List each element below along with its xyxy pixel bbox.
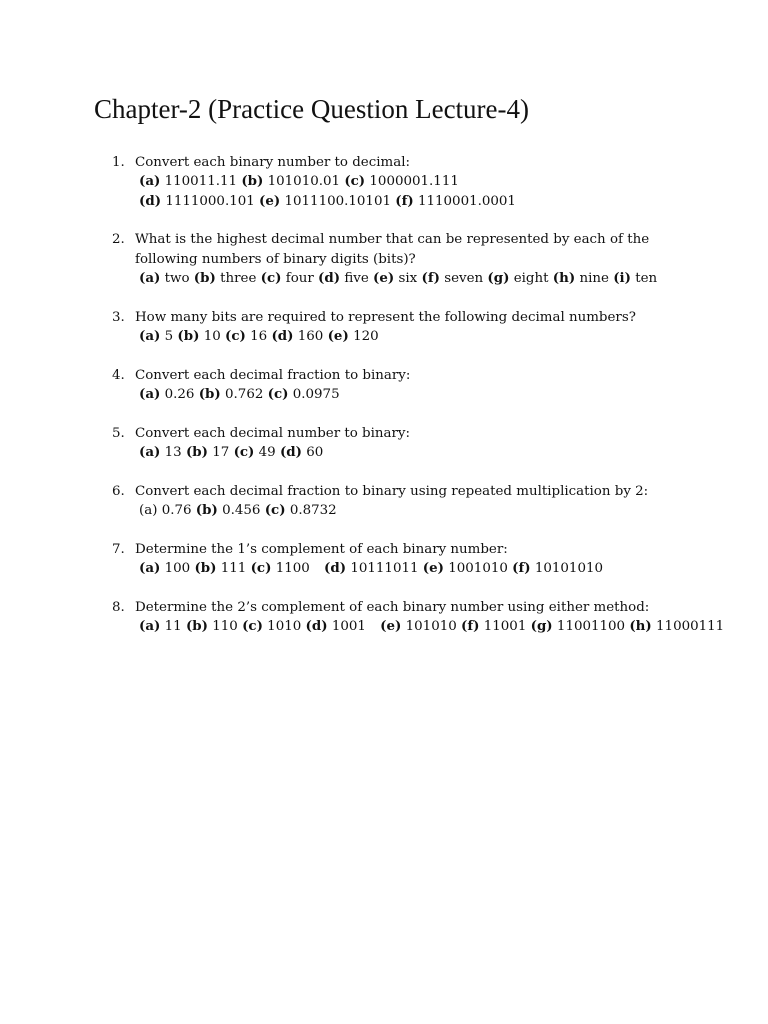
option-value: 1011100.10101 (284, 193, 391, 209)
option-label: (a) (139, 503, 158, 519)
option-label: (b) (185, 444, 208, 461)
option-label: (f) (395, 192, 414, 209)
question-text: Convert each decimal fraction to binary using repeated multiplication by 2: (135, 483, 649, 499)
option-label: (e) (373, 270, 395, 287)
option-value: five (344, 271, 369, 287)
question-text: What is the highest decimal number that can be represented by each of the (135, 232, 650, 248)
option-label: (d) (318, 270, 341, 287)
option-value: 11001100 (556, 619, 626, 635)
answer-options (139, 327, 768, 346)
option-value: eight (513, 271, 549, 287)
option-value: two (164, 271, 190, 287)
option-value: 0.26 (164, 387, 195, 403)
option-label: (e) (380, 618, 402, 635)
option-label: (c) (264, 502, 286, 519)
answer-options (139, 617, 768, 636)
option-value: 10101010 (534, 561, 603, 577)
option-label: (a) (139, 173, 161, 190)
option-label: (f) (461, 618, 480, 635)
option-value: 111 (220, 561, 247, 577)
answer-options (139, 192, 768, 211)
option-label: (d) (305, 618, 328, 635)
option-value: ten (635, 271, 658, 287)
option-value: 16 (250, 329, 268, 345)
option-value: 0.456 (222, 503, 261, 519)
option-label: (e) (422, 560, 444, 577)
answer-options (139, 443, 768, 462)
option-value: 11 (164, 619, 182, 635)
option-label: (d) (271, 328, 294, 345)
option-value: 1010 (267, 619, 302, 635)
option-label: (b) (195, 502, 218, 519)
option-label: (i) (613, 270, 631, 287)
option-value: 110 (212, 619, 238, 635)
option-label: (c) (344, 173, 366, 190)
option-label: (h) (552, 270, 576, 287)
option-label: (c) (250, 560, 272, 577)
question-number: 4. (112, 367, 125, 383)
question-list (0, 153, 768, 656)
option-label: (e) (327, 328, 349, 345)
question-number: 5. (112, 425, 125, 441)
option-value: 0.0975 (292, 387, 340, 403)
option-value: 0.8732 (289, 503, 337, 519)
question-text: Convert each decimal fraction to binary: (135, 367, 411, 383)
option-value: 100 (164, 561, 191, 577)
option-value: 1001010 (448, 561, 508, 577)
question-item (0, 153, 768, 211)
option-label: (a) (139, 328, 161, 345)
option-label: (b) (177, 328, 200, 345)
answer-options (139, 501, 768, 520)
page-title: Chapter-2 (Practice Question Lecture-4) (94, 94, 530, 124)
option-value: nine (579, 271, 609, 287)
question-text: How many bits are required to represent the following decimal numbers? (135, 309, 636, 325)
option-value: 0.762 (225, 387, 264, 403)
option-label: (a) (139, 618, 161, 635)
question-text: Convert each binary number to decimal: (135, 155, 410, 170)
question-item (0, 308, 768, 347)
option-label: (b) (198, 386, 221, 403)
option-label: (c) (267, 386, 289, 403)
option-value: 49 (258, 445, 276, 461)
option-label: (c) (242, 618, 263, 635)
option-label: (d) (279, 444, 303, 461)
option-value: 13 (164, 445, 182, 461)
option-value: 1001 (331, 619, 366, 635)
option-label: (a) (139, 560, 161, 577)
question-item (0, 230, 768, 288)
option-value: 11001 (483, 619, 527, 635)
option-label: (b) (193, 270, 216, 287)
option-value: 60 (306, 445, 324, 461)
answer-options (139, 172, 768, 191)
answer-options (139, 269, 768, 288)
answer-options (139, 559, 768, 578)
question-number: 2. (112, 232, 125, 248)
option-label: (c) (233, 444, 255, 461)
question-number: 7. (112, 541, 125, 557)
option-label: (a) (139, 270, 161, 287)
option-value: 11000111 (656, 619, 725, 635)
option-value: 1110001.0001 (417, 193, 516, 209)
option-label: (h) (629, 618, 652, 635)
option-value: 10 (203, 329, 221, 345)
option-label: (f) (512, 560, 531, 577)
option-value: 101010 (405, 619, 457, 635)
question-item (0, 482, 768, 521)
answer-options (139, 385, 768, 404)
option-label: (b) (185, 618, 208, 635)
option-label: (d) (324, 560, 347, 577)
option-label: (a) (139, 444, 161, 461)
question-number: 8. (112, 599, 125, 615)
option-value: four (285, 271, 314, 287)
question-item (0, 366, 768, 405)
question-text: Determine the 1’s complement of each binary number: (135, 541, 508, 557)
question-number: 3. (112, 309, 125, 325)
question-item (0, 598, 768, 637)
option-value: 120 (353, 329, 379, 345)
option-value: 1000001.111 (369, 174, 459, 190)
option-label: (b) (241, 173, 264, 190)
question-item (0, 424, 768, 463)
option-value: 110011.11 (164, 174, 238, 190)
option-value: 1111000.101 (165, 193, 255, 209)
option-label: (e) (259, 192, 281, 209)
option-label: (c) (260, 270, 282, 287)
option-label: (d) (139, 192, 162, 209)
question-text: Convert each decimal number to binary: (135, 425, 410, 441)
option-value: 0.76 (161, 503, 192, 519)
option-value: seven (444, 271, 484, 287)
option-label: (g) (487, 270, 510, 287)
option-value: 101010.01 (267, 174, 341, 190)
question-number: 6. (112, 483, 125, 499)
option-label: (f) (421, 270, 440, 287)
option-label: (g) (530, 618, 553, 635)
option-label: (b) (194, 560, 217, 577)
question-text: following numbers of binary digits (bits)? (135, 251, 416, 267)
option-value: 1100 (275, 561, 310, 577)
question-number: 1. (112, 155, 125, 170)
option-label: (c) (225, 328, 246, 345)
option-value: 5 (164, 329, 174, 345)
option-value: 17 (212, 445, 230, 461)
option-value: 160 (297, 329, 324, 345)
option-value: three (220, 271, 257, 287)
option-value: six (398, 271, 418, 287)
option-label: (a) (139, 386, 161, 403)
question-item (0, 540, 768, 579)
question-text: Determine the 2’s complement of each binary number using either method: (135, 599, 650, 615)
option-value: 10111011 (350, 561, 419, 577)
